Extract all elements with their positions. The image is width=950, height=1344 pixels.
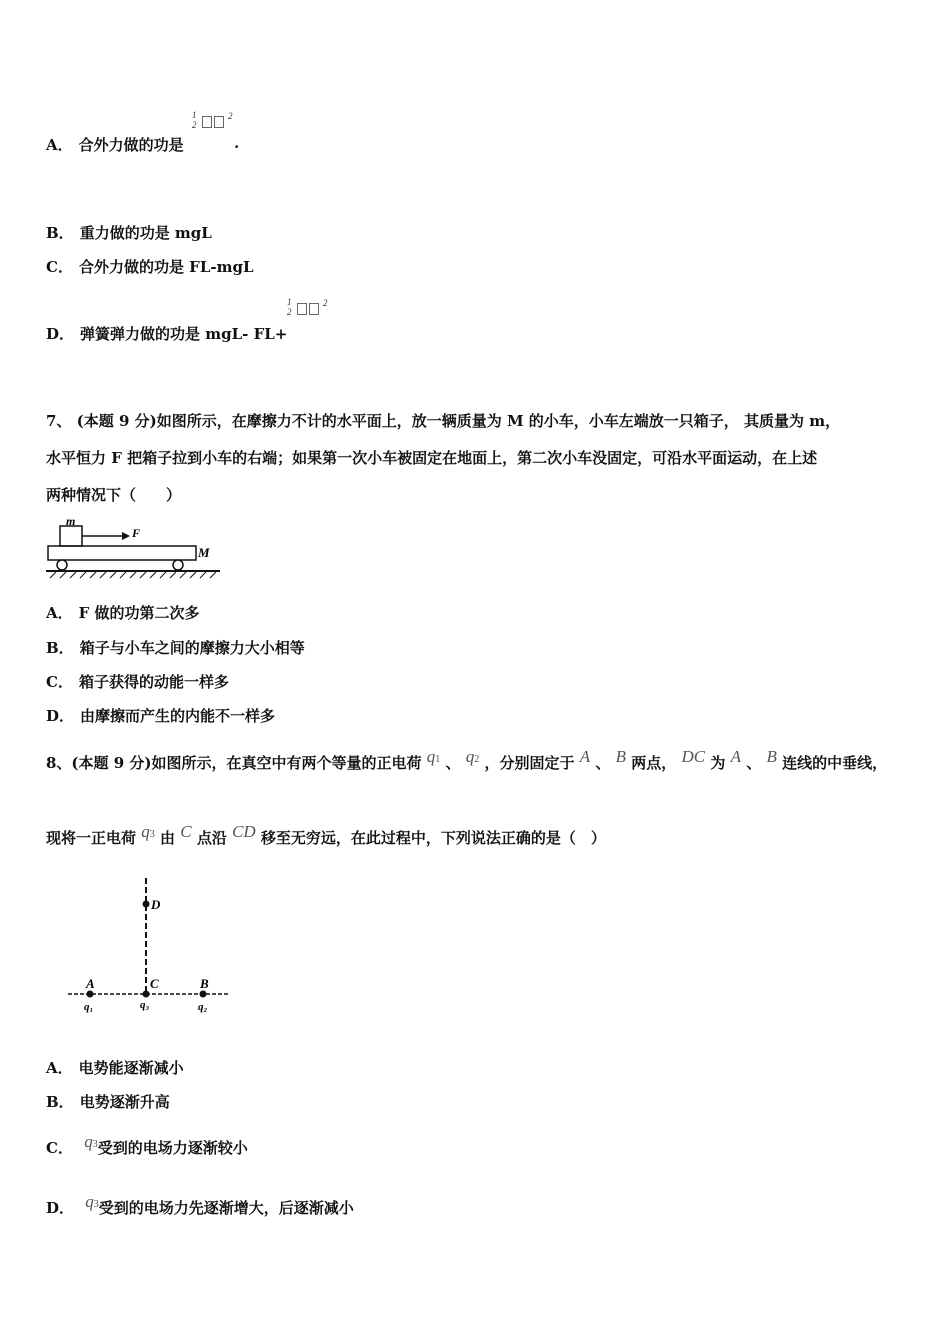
box-m [60, 526, 82, 546]
sym-B: B [615, 747, 626, 766]
sym-A: A [579, 747, 591, 766]
q8-option-c: C． q3受到的电场力逐渐较小 [46, 1132, 248, 1157]
q6-d-half-fraction: 1 2 [287, 297, 292, 317]
label-M: M [198, 545, 210, 560]
q7-stem-line-1: 7、 (本题 9 分)如图所示，在摩擦力不计的水平面上，放一辆质量为 M 的小车，小车左端放一只箱子， 其质量为 m， [46, 412, 841, 430]
sym-q3-c: q3 [84, 1132, 98, 1151]
label-A: A [86, 976, 95, 991]
q7-cart-figure [44, 512, 224, 582]
q6-a-half-fraction: 1 2 [192, 110, 197, 130]
sym-q2: q2 [465, 747, 480, 766]
sym-A-2: A [730, 747, 741, 766]
q6-a-exponent: 2 [228, 111, 233, 121]
q8-option-a: A． 电势能逐渐减小 [46, 1059, 184, 1077]
sym-q3: q3 [141, 822, 155, 841]
q8-charges-figure [60, 872, 240, 1022]
label-B: B [200, 976, 209, 991]
charge-q3 [143, 991, 150, 998]
q6-option-d: D． 弹簧弹力做的功是 mgL- FL+ [46, 325, 288, 343]
q7-option-b: B． 箱子与小车之间的摩擦力大小相等 [46, 639, 305, 657]
sym-C: C [180, 822, 192, 841]
force-arrowhead [122, 532, 130, 540]
ground-hatching [50, 572, 216, 578]
label-F: F [132, 526, 141, 540]
q6-option-b: B． 重力做的功是 mgL [46, 224, 212, 242]
q7-option-d: D． 由摩擦而产生的内能不一样多 [46, 707, 276, 725]
label-q2: q₂ [198, 1001, 208, 1013]
q8-stem-line-1: 8、(本题 9 分)如图所示，在真空中有两个等量的正电荷 q1 、 q2 ，分别固定于 A 、 B 两点， DC 为 A 、 B 连线的中垂线， [46, 747, 888, 772]
q8-option-b: B． 电势逐渐升高 [46, 1093, 170, 1111]
charge-q2 [200, 991, 207, 998]
q7-stem-line-2: 水平恒力 F 把箱子拉到小车的右端；如果第一次小车被固定在地面上，第二次小车没固定，可沿水平面运动，在上述 [46, 449, 818, 467]
q6-option-c: C． 合外力做的功是 FL-mgL [46, 258, 254, 276]
q8-option-d: D． q3受到的电场力先逐渐增大，后逐渐减小 [46, 1192, 354, 1217]
q6-d-exponent: 2 [323, 298, 328, 308]
label-m: m [66, 514, 76, 528]
label-D: D [151, 897, 161, 912]
sym-CD: CD [232, 822, 256, 841]
charge-q1 [87, 991, 94, 998]
point-D [143, 901, 150, 908]
q7-option-c: C． 箱子获得的动能一样多 [46, 673, 229, 691]
cart-board [48, 546, 196, 560]
q7-option-a: A． F 做的功第二次多 [46, 604, 200, 622]
wheel-right [173, 560, 183, 570]
label-C: C [150, 976, 159, 991]
q6-a-missing-glyphs [202, 116, 226, 130]
q6-d-missing-glyphs [297, 303, 321, 317]
sym-q1: q1 [426, 747, 441, 766]
sym-DC: DC [681, 747, 706, 766]
sym-q3-d: q3 [85, 1192, 99, 1211]
sym-B-2: B [766, 747, 777, 766]
q7-stem-line-3: 两种情况下（ ） [46, 486, 182, 504]
q6-option-a: A． 合外力做的功是 [46, 136, 184, 154]
label-q1: q₁ [84, 1001, 94, 1013]
q8-stem-line-2: 现将一正电荷 q3 由 C 点沿 CD 移至无穷远，在此过程中，下列说法正确的是（ ） [46, 822, 606, 847]
wheel-left [57, 560, 67, 570]
q6-a-period: . [234, 134, 240, 152]
label-q3: q₃ [140, 999, 150, 1011]
